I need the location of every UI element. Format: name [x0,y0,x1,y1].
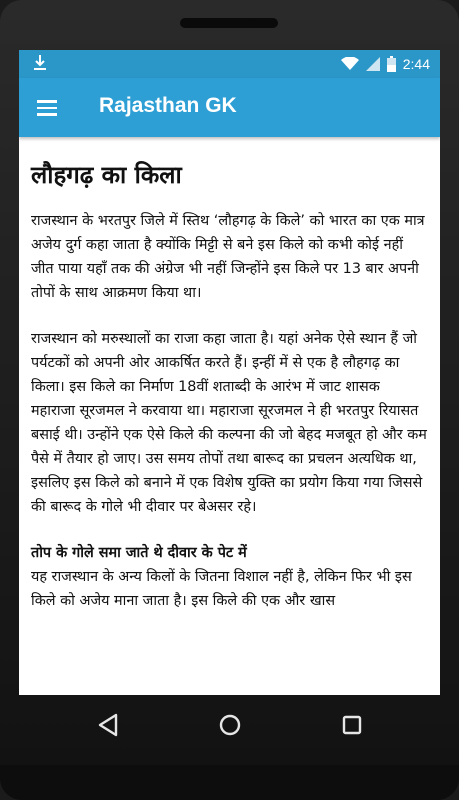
home-icon[interactable] [214,709,246,741]
article-content[interactable] [19,137,440,695]
article-subheading: तोप के गोले समा जाते थे दीवार के पेट में [31,545,247,561]
article-paragraph-1: राजस्थान के भरतपुर जिले में स्तिथ ‘लौहगढ़ के किले’ को भारत का एक मात्र अजेय दुर्ग कहा जाता है क्योंकि मिट्टी से बने इस किले को कभी कोई नहीं जीत पाया यहाँ तक की अंग्रेज भी नहीं जिन्होंने इस किले पर 13 बार अपनी तोपों के साथ आक्रमण किया था। [31,213,425,301]
app-bar [19,78,440,137]
battery-icon [387,56,396,72]
phone-bottom-edge [0,765,459,800]
article-paragraph-3: यह राजस्थान के अन्य किलों के जितना विशाल नहीं है, लेकिन फिर भी इस किले को अजेय माना जाता है। इस किले की एक और खास [31,569,412,609]
nav-bar [0,695,459,755]
status-bar [19,50,440,78]
screen [19,50,440,695]
menu-icon[interactable] [33,94,61,122]
back-icon[interactable] [92,709,124,741]
wifi-icon [341,57,359,71]
recent-apps-icon[interactable] [336,709,368,741]
speaker-grille [180,18,278,28]
article-title: लौहगढ़ का किला [31,161,182,189]
download-icon [33,54,47,72]
status-icons [341,54,430,74]
status-time: 2:44 [402,56,430,72]
article-paragraph-2: राजस्थान को मरुस्थालों का राजा कहा जाता है। यहां अनेक ऐसे स्थान हैं जो पर्यटकों को अपनी ओर आकर्षित करते हैं। इन्हीं में से एक है लौहगढ़ का किला। इस किले का निर्माण 18वीं शताब्दी के आरंभ में जाट शासक महाराजा सूरजमल ने करवाया था। महाराजा सूरजमल ने ही भरतपुर रियासत बसाई थी। उन्होंने एक ऐसे किले की कल्पना की जो बेहद मजबूत हो और कम पैसे में तैयार हो जाए। उस समय तोपों तथा बारूद का प्रचलन अत्यधिक था, इसलिए इस किले को बनाने में एक विशेष युक्ति का प्रयोग किया गया जिससे की बारूद के गोले भी दीवार पर बेअसर रहे। [31,331,427,515]
signal-icon [366,57,380,71]
app-title: Rajasthan GK [99,94,237,117]
